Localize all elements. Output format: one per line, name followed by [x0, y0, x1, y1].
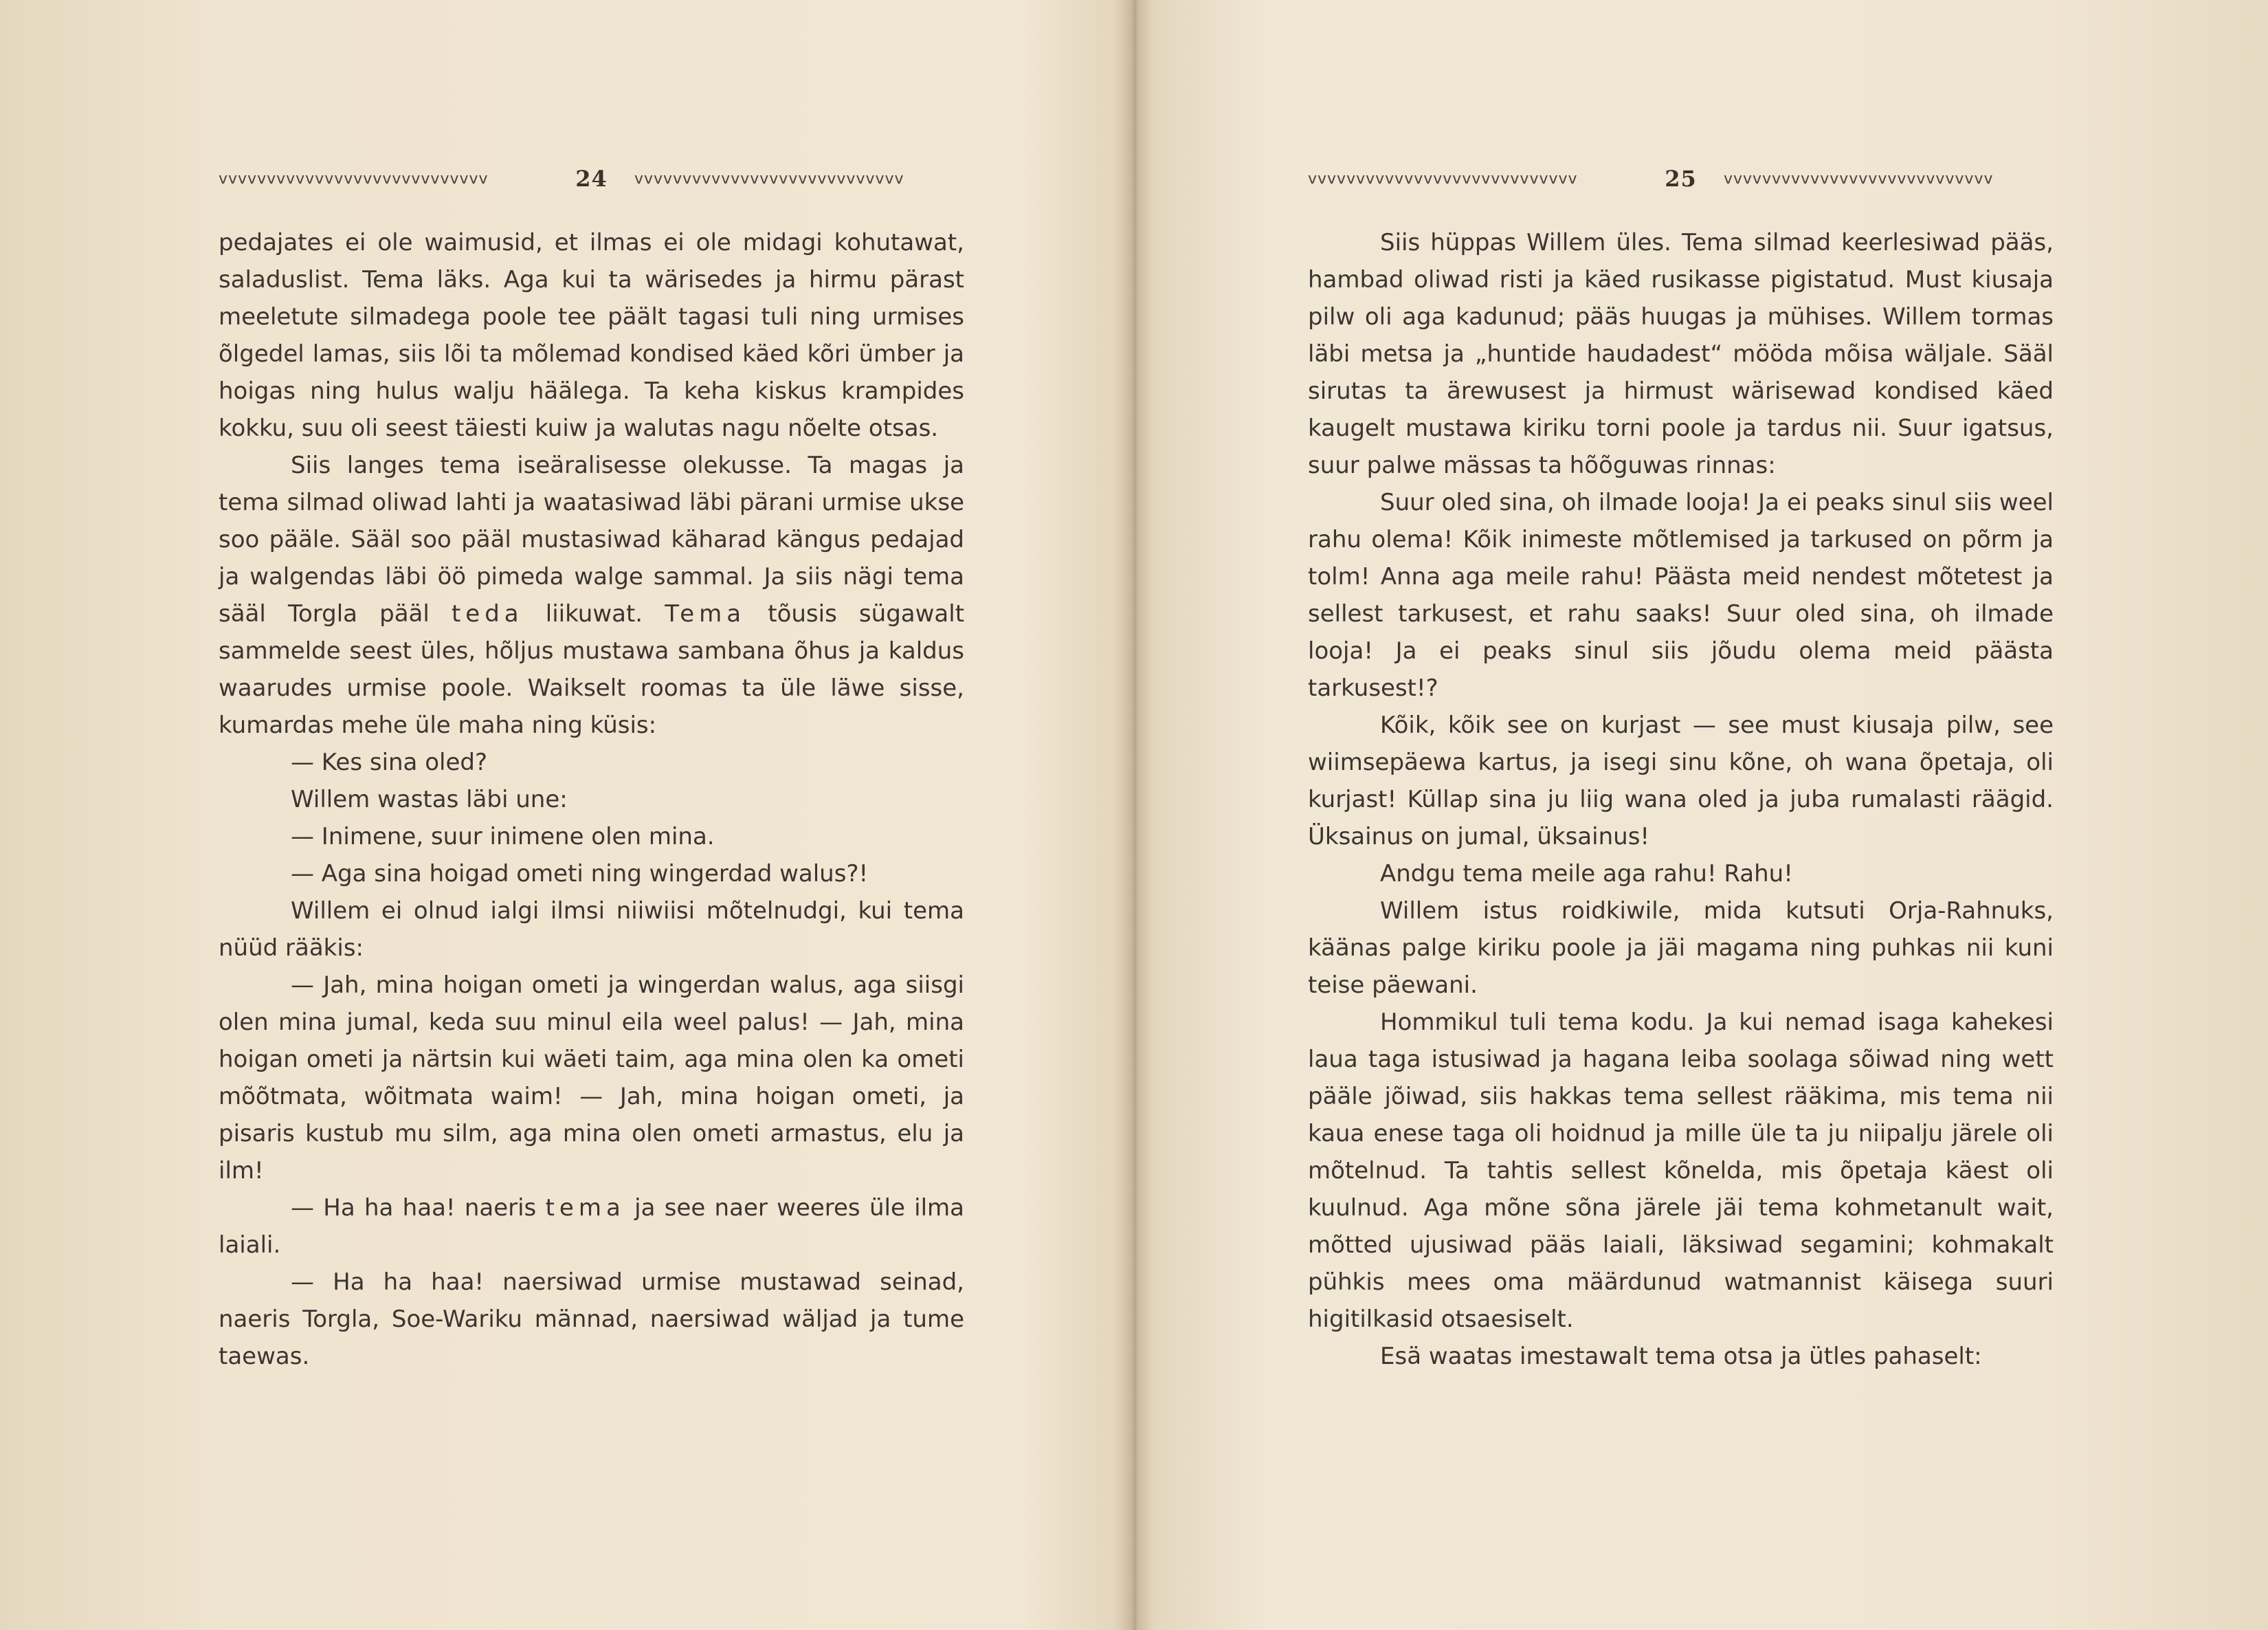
- page-text-right: [1308, 224, 2054, 1375]
- paragraph: pedajates ei ole waimusid, et ilmas ei ole midagi kohutawat, saladuslist. Tema läks. Aga kui ta wärisedes ja hirmu pärast meeletute silmadega poole tee päält tagasi tuli ning urmises õlgedel lamas, siis lõi ta mõlemad kondised käed kõri ümber ja hoigas ning hulus walju häälega. Ta keha kiskus krampides kokku, suu oli seest täiesti kuiw ja walutas nagu nõelte otsas.: [219, 229, 964, 442]
- page-text-left: [219, 224, 964, 1375]
- paragraph: — Inimene, suur inimene olen mina.: [291, 823, 715, 850]
- paragraph: — Jah, mina hoigan ometi ja wingerdan walus, aga siisgi olen mina jumal, keda suu minul eila weel palus! — Jah, mina hoigan ometi ja närtsin kui wäeti taim, aga mina olen ka ometi mõõtmata, wõitmata waim! — Jah, mina hoigan ometi, ja pisaris kustub mu silm, aga mina olen ometi armastus, elu ja ilm!: [219, 971, 964, 1185]
- page-number: 24: [575, 166, 608, 192]
- paragraph: Suur oled sina, oh ilmade looja! Ja ei peaks sinul siis weel rahu olema! Kõik inimeste mõtlemised ja tarkused on põrm ja tolm! Anna aga meile rahu! Päästa meid nendest mõtetest ja sellest tarkusest, et rahu saaks! Suur oled sina, oh ilmade looja! Ja ei peaks sinul siis jõudu olema meid päästa tarkusest!?: [1308, 489, 2054, 702]
- paragraph: Willem istus roidkiwile, mida kutsuti Orja-Rahnuks, käänas palge kiriku poole ja jäi magama ning puhkas nii kuni teise päewani.: [1308, 897, 2054, 999]
- emphasis-word: tema: [545, 1194, 625, 1222]
- paragraph: Siis hüppas Willem üles. Tema silmad keerlesiwad pääs, hambad oliwad risti ja käed rusikasse pigistatud. Must kiusaja pilw oli aga kadunud; pääs huugas ja mühises. Willem tormas läbi metsa ja „huntide haudadest“ mööda mõisa wäljale. Sääl sirutas ta ärewusest ja hirmust wärisewad kondised käed kaugelt mustawa kiriku torni poole ja tardus nii. Suur igatsus, suur palwe mässas ta hõõguwas rinnas:: [1308, 229, 2054, 479]
- paragraph: Andgu tema meile aga rahu! Rahu!: [1380, 860, 1793, 888]
- header-ornament: vvvvvvvvvvvvvvvvvvvvvvvvvvvv: [1724, 170, 1994, 188]
- paragraph: — Ha ha haa! naeris tema ja see naer weeres üle ilma laiali.: [219, 1194, 965, 1259]
- header-ornament: vvvvvvvvvvvvvvvvvvvvvvvvvvvv: [1308, 170, 1578, 188]
- paragraph: Kõik, kõik see on kurjast — see must kiusaja pilw, see wiimsepäewa kartus, ja isegi sinu kõne, oh wana õpetaja, oli kurjast! Küllap sina ju liig wana oled ja juba rumalasti räägid. Üksainus on jumal, üksainus!: [1308, 712, 2054, 850]
- book-gutter: [1113, 0, 1155, 1630]
- paragraph: — Ha ha haa! naersiwad urmise mustawad seinad, naeris Torgla, Soe-Wariku männad, naersiwad wäljad ja tume taewas.: [219, 1268, 964, 1370]
- emphasis-word: teda: [451, 600, 524, 628]
- paragraph: Esä waatas imestawalt tema otsa ja ütles pahaselt:: [1380, 1343, 1982, 1370]
- emphasis-word: Tema: [665, 600, 746, 628]
- header-ornament: vvvvvvvvvvvvvvvvvvvvvvvvvvvv: [219, 170, 489, 188]
- running-header-right: [1308, 165, 2054, 192]
- page-number: 25: [1665, 166, 1697, 192]
- running-header-left: [219, 165, 964, 192]
- paragraph: Willem wastas läbi une:: [291, 786, 568, 813]
- right-page: [1308, 165, 2054, 1375]
- paragraph: — Kes sina oled?: [291, 749, 487, 776]
- paragraph: Willem ei olnud ialgi ilmsi niiwiisi mõtelnudgi, kui tema nüüd rääkis:: [219, 897, 964, 962]
- paragraph: — Aga sina hoigad ometi ning wingerdad walus?!: [291, 860, 869, 888]
- left-page: [219, 165, 964, 1375]
- paragraph: Siis langes tema iseäralisesse olekusse. Ta magas ja tema silmad oliwad lahti ja waatasiwad läbi pärani urmise ukse soo pääle. Sääl soo pääl mustasiwad käharad kängus pedajad ja walgendas läbi öö pimeda walge sammal. Ja siis nägi tema sääl Torgla pääl teda liikuwat. Tema tõusis sügawalt sammelde seest üles, hõljus mustawa sambana õhus ja kaldus waarudes urmise poole. Waikselt roomas ta üle läwe sisse, kumardas mehe üle maha ning küsis:: [219, 452, 965, 739]
- header-ornament: vvvvvvvvvvvvvvvvvvvvvvvvvvvv: [634, 170, 904, 188]
- paragraph: Hommikul tuli tema kodu. Ja kui nemad isaga kahekesi laua taga istusiwad ja hagana leiba soolaga sõiwad ning wett pääle jõiwad, siis hakkas tema sellest rääkima, mis tema nii kaua enese taga oli hoidnud ja mille üle ta ju niipalju järele oli mõtelnud. Ta tahtis sellest kõnelda, mis õpetaja käest oli kuulnud. Aga mõne sõna järele jäi tema kohmetanult wait, mõtted ujusiwad pääs laiali, läksiwad segamini; kohmakalt pühkis mees oma määrdunud watmannist käisega suuri higitilkasid otsaesiselt.: [1308, 1009, 2054, 1333]
